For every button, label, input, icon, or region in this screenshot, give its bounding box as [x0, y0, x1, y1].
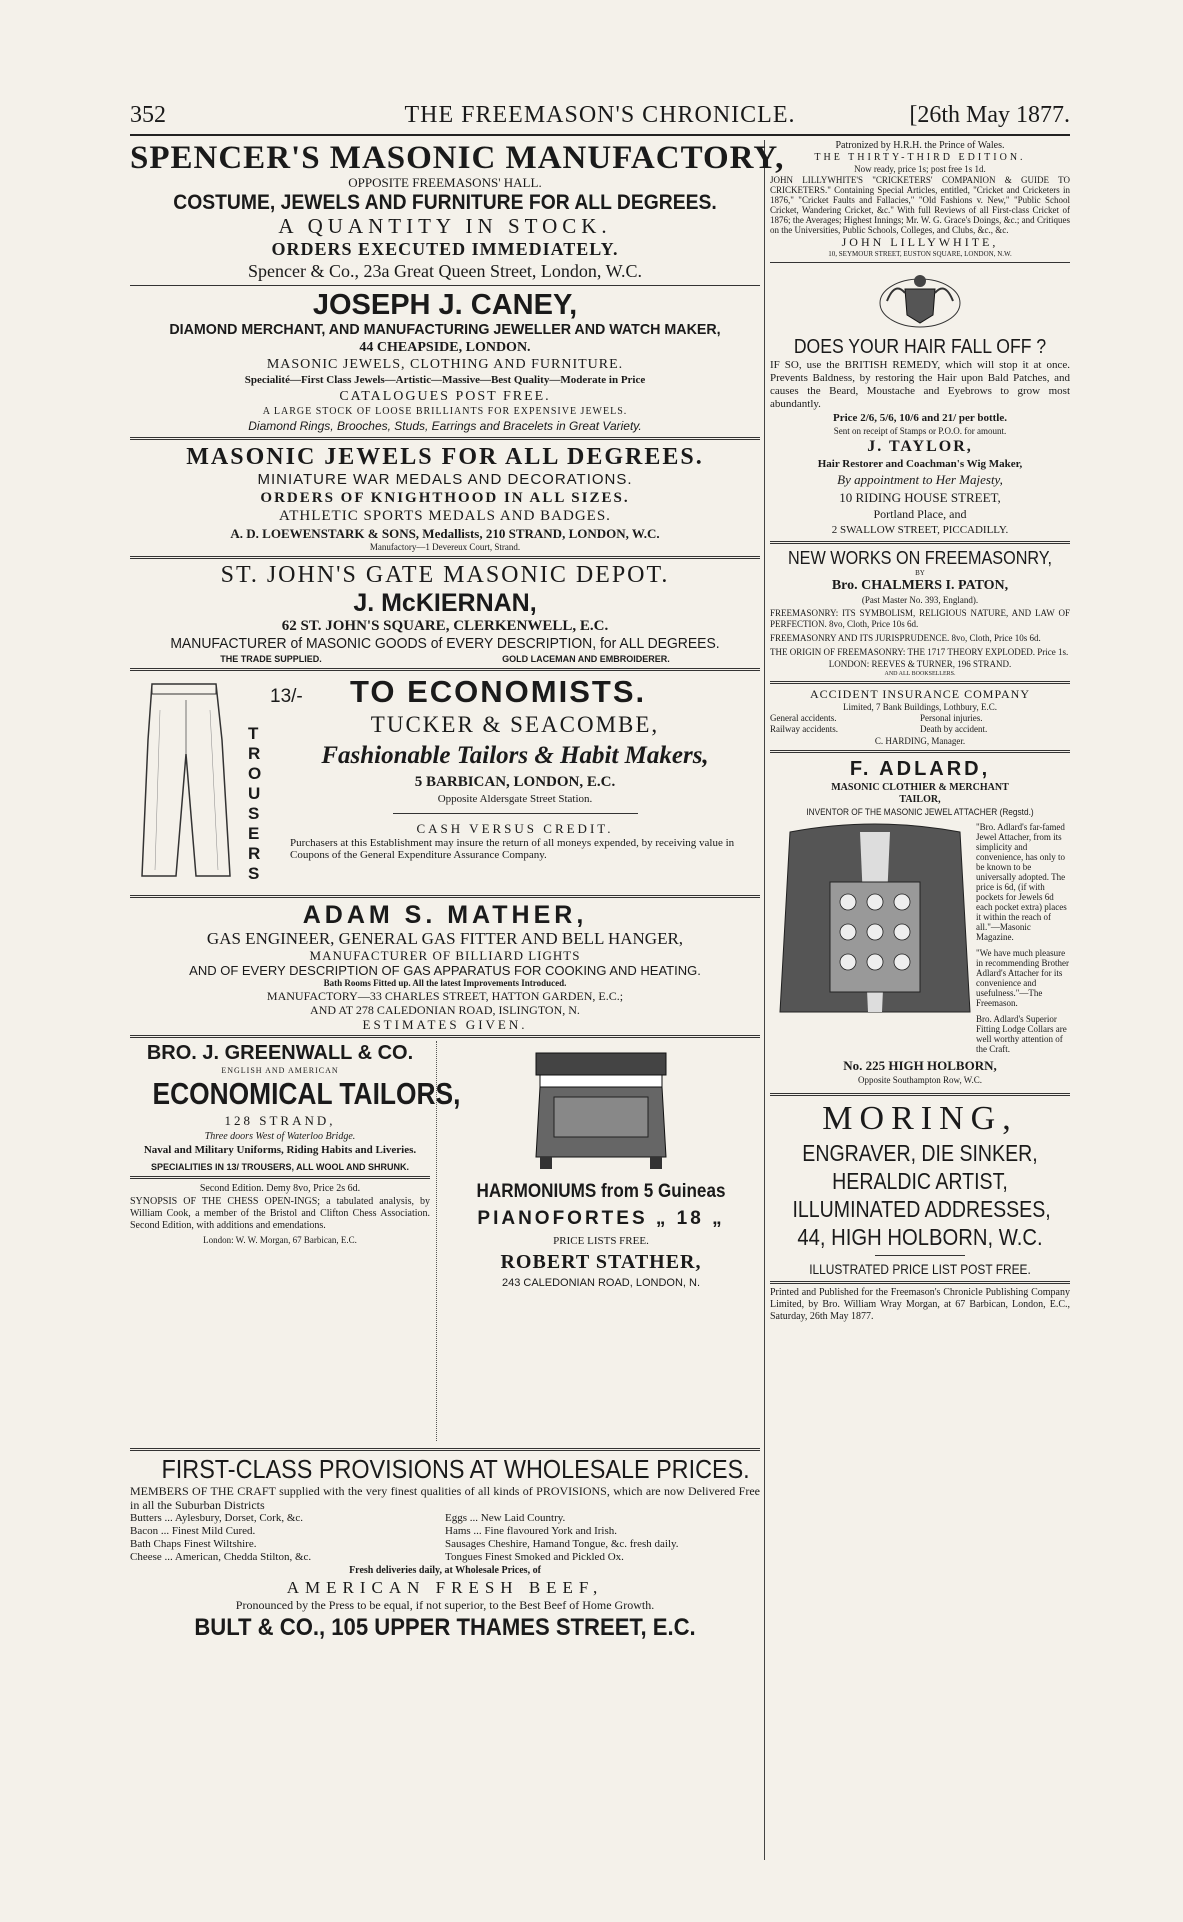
ad-tucker-seacombe — [130, 674, 760, 892]
ad-line: Opposite Aldersgate Street Station. — [437, 793, 593, 805]
column-divider — [436, 1041, 437, 1441]
ad-line: 44 CHEAPSIDE, LONDON. — [359, 340, 531, 355]
ad-line: 10, SEYMOUR STREET, EUSTON SQUARE, LONDON, N.W. — [828, 250, 1012, 258]
ad-line: Portland Place, and — [873, 507, 967, 521]
rule — [130, 895, 760, 898]
rule — [770, 681, 1070, 684]
ad-line: THE ORIGIN OF FREEMASONRY: THE 1717 THEORY EXPLODED. Price 1s. — [770, 647, 1069, 657]
ad-line: TUCKER & SEACOMBE, — [370, 712, 660, 737]
ad-line: PIANOFORTES „ 18 „ — [477, 1208, 725, 1229]
ad-title: FIRST-CLASS PROVISIONS AT WHOLESALE PRICES. — [161, 1454, 750, 1484]
provisions-item: Bacon ... Finest Mild Cured. — [130, 1525, 256, 1537]
ad-line: PRICE LISTS FREE. — [553, 1235, 649, 1247]
testimonial: Bro. Adlard's Superior Fitting Lodge Collars are well worthy attention of the Craft. — [976, 1014, 1067, 1054]
ad-line: Three doors West of Waterloo Bridge. — [204, 1131, 356, 1142]
ad-line: Limited, 7 Bank Buildings, Lothbury, E.C. — [843, 702, 997, 712]
ad-line: ATHLETIC SPORTS MEDALS AND BADGES. — [279, 508, 611, 524]
ad-line: AND OF EVERY DESCRIPTION OF GAS APPARATUS FOR COOKING AND HEATING. — [189, 963, 701, 978]
jewel-attacher-illustration — [770, 822, 980, 1012]
ad-line: MASONIC CLOTHIER & MERCHANT — [831, 782, 1009, 793]
ad-line: C. HARDING, Manager. — [874, 736, 966, 746]
page-number: 352 — [130, 102, 166, 128]
ad-title: F. ADLARD, — [849, 758, 991, 780]
ad-line: INVENTOR OF THE MASONIC JEWEL ATTACHER (Regstd.) — [806, 807, 1034, 817]
greenwall-column — [130, 1041, 461, 1248]
ad-mather — [130, 901, 760, 1032]
ad-lillywhite — [770, 140, 1070, 259]
ad-title: BRO. J. GREENWALL & CO. — [146, 1042, 414, 1064]
ad-title: MORING, — [822, 1100, 1018, 1137]
letter: T — [248, 724, 259, 743]
ad-line: ESTIMATES GIVEN. — [362, 1017, 528, 1032]
ad-adlard — [770, 756, 1070, 1090]
trousers-vertical-label — [248, 724, 272, 884]
ad-chess — [130, 1182, 430, 1248]
ad-line: Sent on receipt of Stamps or P.O.O. for amount. — [833, 426, 1007, 436]
ad-spencer — [130, 140, 785, 282]
ad-line: SPECIALITIES IN 13/ TROUSERS, ALL WOOL AND SHRUNK. — [150, 1162, 410, 1172]
ad-line: Pronounced by the Press to be equal, if not superior, to the Best Beef of Home Growth. — [235, 1598, 655, 1612]
ad-title: NEW WORKS ON FREEMASONRY, — [787, 548, 1053, 568]
ad-title: ADAM S. MATHER, — [302, 901, 588, 929]
provisions-item: Hams ... Fine flavoured York and Irish. — [445, 1525, 618, 1537]
ad-line: (Past Master No. 393, England). — [861, 595, 979, 605]
ad-line: Hair Restorer and Coachman's Wig Maker, — [817, 458, 1023, 470]
ad-title: ST. JOHN'S GATE MASONIC DEPOT. — [220, 562, 670, 588]
price-tag: 13/- — [270, 686, 303, 707]
ad-greenwall — [130, 1041, 461, 1173]
rule — [393, 813, 638, 814]
ad-line: Spencer & Co., 23a Great Queen Street, London, W.C. — [248, 261, 642, 281]
letter: E — [248, 824, 260, 843]
ad-line: BY — [915, 569, 925, 577]
provisions-item: Sausages Cheshire, Hamand Tongue, &c. fresh daily. — [445, 1538, 679, 1550]
cover-item: Railway accidents. — [770, 724, 838, 734]
ad-title: DOES YOUR HAIR FALL OFF ? — [793, 336, 1047, 358]
ad-line — [770, 713, 1070, 724]
rule — [770, 750, 1070, 753]
ad-line: MEMBERS OF THE CRAFT supplied with the very finest qualities of all kinds of PROVISIONS, which are now Delivered Free in all the Suburban Districts — [130, 1484, 760, 1512]
ad-line: J. McKIERNAN, — [353, 589, 537, 617]
cover-item: Death by accident. — [920, 724, 988, 734]
ad-line: IF SO, use the BRITISH REMEDY, which will stop it at once. Prevents Baldness, by restoring the Hair upon Bald Patches, and causes the Beard, Moustache and Eyebrows to grow most abundantly. — [770, 359, 1070, 410]
ad-caney — [130, 289, 760, 434]
ad-line: Fashionable Tailors & Habit Makers, — [321, 742, 709, 769]
rule — [130, 1035, 760, 1038]
letter: O — [248, 764, 262, 783]
ad-mckiernan — [130, 562, 760, 665]
ad-line: JOHN LILLYWHITE'S "CRICKETERS' COMPANION & GUIDE TO CRICKETERS." Containing Special Articles, entitled, "Cricket and Cricketers in 1876," "Cricket Faults and Fallacies," "Old Fashions v. New," "Public School Cricket, Wandering Cricket, &c." With full Reviews of all First-class Cricket of 1876; the Averages; Highest Innings; Mr. W. G. Grace's Doings, &c.; and Critiques on the Universities, Public Schools, Colleges, and Clubs, &c., &c. — [770, 175, 1070, 235]
ad-line: 2 SWALLOW STREET, PICCADILLY. — [831, 524, 1009, 536]
rule — [130, 556, 760, 559]
ad-line: ECONOMICAL TAILORS, — [152, 1076, 461, 1111]
ad-line: Bro. CHALMERS I. PATON, — [831, 578, 1009, 593]
provisions-col — [445, 1512, 760, 1564]
ad-line: SYNOPSIS OF THE CHESS OPEN-INGS; a tabulated analysis, by William Cook, a member of the Bristol and Clifton Chess Association. Second Edition, with additions and emendations. — [130, 1196, 430, 1231]
royal-arms-icon — [875, 271, 965, 331]
ad-line: London: W. W. Morgan, 67 Barbican, E.C. — [203, 1235, 357, 1245]
rule — [770, 1281, 1070, 1284]
ad-line: Naval and Military Uniforms, Riding Habits and Liveries. — [143, 1144, 417, 1156]
ad-line: TAILOR, — [899, 794, 941, 805]
provisions-item: Butters ... Aylesbury, Dorset, Cork, &c. — [130, 1512, 304, 1524]
ad-line: Specialité—First Class Jewels—Artistic—Massive—Best Quality—Moderate in Price — [244, 374, 646, 386]
ad-line: By appointment to Her Majesty, — [837, 472, 1003, 487]
harmonium-illustration — [526, 1045, 676, 1173]
ad-line: COSTUME, JEWELS AND FURNITURE FOR ALL DEGREES. — [173, 191, 717, 214]
ad-line: HARMONIUMS from 5 Guineas — [476, 1181, 726, 1202]
header-rule — [130, 134, 1070, 136]
ad-line: Diamond Rings, Brooches, Studs, Earrings and Bracelets in Great Variety. — [248, 419, 642, 433]
provisions-item: Tongues Finest Smoked and Pickled Ox. — [445, 1551, 624, 1563]
ad-paton — [770, 547, 1070, 678]
ad-taylor — [770, 335, 1070, 538]
trade-note: GOLD LACEMAN AND EMBROIDERER. — [502, 654, 670, 664]
ad-line: CASH VERSUS CREDIT. — [416, 821, 614, 836]
testimonial: "Bro. Adlard's far-famed Jewel Attacher, from its simplicity and convenience, has only to be known to be universally adopted. The price is 6d, (if with pockets for Jewels 6d each pocket extra) places it within the reach of all."—Masonic Magazine. — [976, 822, 1067, 942]
rule — [770, 541, 1070, 544]
ad-line: DIAMOND MERCHANT, AND MANUFACTURING JEWELLER AND WATCH MAKER, — [169, 321, 721, 338]
rule — [130, 668, 760, 671]
trade-note: THE TRADE SUPPLIED. — [220, 654, 322, 664]
ad-accident-insurance — [770, 687, 1070, 747]
ad-line: Manufactory—1 Devereux Court, Strand. — [369, 542, 521, 552]
provisions-item: Bath Chaps Finest Wiltshire. — [130, 1538, 257, 1550]
ad-title: TO ECONOMISTS. — [350, 674, 647, 709]
masthead-title: THE FREEMASON'S CHRONICLE. — [404, 102, 796, 128]
ad-title: SPENCER'S MASONIC MANUFACTORY, — [130, 140, 785, 176]
rule — [770, 1093, 1070, 1096]
page-header — [130, 102, 1070, 132]
ad-line: 10 RIDING HOUSE STREET, — [839, 490, 1001, 505]
ad-line: No. 225 HIGH HOLBORN, — [843, 1058, 997, 1073]
ad-line: AND ALL BOOKSELLERS. — [884, 671, 956, 677]
ad-line: A QUANTITY IN STOCK. — [278, 214, 612, 238]
letter: R — [248, 744, 261, 763]
ad-stather — [442, 1041, 760, 1291]
right-column — [770, 140, 1070, 1323]
issue-date: [26th May 1877. — [909, 102, 1070, 128]
ad-line: ILLUMINATED ADDRESSES, — [792, 1196, 1051, 1222]
letter: U — [248, 784, 261, 803]
provisions-col — [130, 1512, 445, 1564]
ad-line: GAS ENGINEER, GENERAL GAS FITTER AND BELL HANGER, — [206, 929, 684, 948]
rule — [130, 1448, 760, 1451]
ad-line: ORDERS OF KNIGHTHOOD IN ALL SIZES. — [260, 490, 630, 506]
letter: S — [248, 864, 260, 883]
ad-title: ACCIDENT INSURANCE COMPANY — [809, 687, 1031, 701]
ad-line: Opposite Southampton Row, W.C. — [858, 1075, 982, 1085]
ad-line: J. TAYLOR, — [867, 438, 973, 455]
trousers-illustration — [130, 680, 240, 880]
ad-line: Fresh deliveries daily, at Wholesale Prices, of — [349, 1565, 541, 1576]
ad-line: Bath Rooms Fitted up. All the latest Improvements Introduced. — [323, 978, 567, 988]
ad-line: FREEMASONRY: ITS SYMBOLISM, RELIGIOUS NATURE, AND LAW OF PERFECTION. 8vo, Cloth, Price 10s 6d. — [770, 608, 1070, 629]
ad-line: 128 STRAND, — [224, 1113, 336, 1128]
ad-line: ENGRAVER, DIE SINKER, — [802, 1140, 1038, 1166]
ad-line: A. D. LOEWENSTARK & SONS, Medallists, 210 STRAND, LONDON, W.C. — [230, 526, 660, 541]
ad-line — [770, 724, 1070, 735]
ad-line: MANUFACTORY—33 CHARLES STREET, HATTON GARDEN, E.C.; — [266, 989, 624, 1003]
ad-line: ROBERT STATHER, — [500, 1251, 702, 1273]
ad-line: ENGLISH AND AMERICAN — [221, 1066, 339, 1075]
testimonial: "We have much pleasure in recommending Brother Adlard's Attacher for its convenience and usefulness."—The Freemason. — [976, 948, 1069, 1008]
ad-line: THE THIRTY-THIRD EDITION. — [814, 152, 1026, 163]
adlard-figure-block — [770, 822, 1070, 1090]
adlard-testimonials — [976, 822, 1070, 1054]
ad-line: Patronized by H.R.H. the Prince of Wales. — [835, 140, 1005, 151]
ad-line: 5 BARBICAN, LONDON, E.C. — [414, 774, 616, 790]
ad-line: MANUFACTURER OF BILLIARD LIGHTS — [309, 948, 581, 963]
cover-item: General accidents. — [770, 713, 837, 723]
ad-line: Purchasers at this Establishment may insure the return of all moneys expended, by receiving value in Coupons of the General Expenditure Assurance Company. — [290, 837, 735, 861]
rule — [130, 1176, 430, 1179]
ad-line: A LARGE STOCK OF LOOSE BRILLIANTS FOR EXPENSIVE JEWELS. — [262, 406, 628, 417]
ad-line: BULT & CO., 105 UPPER THAMES STREET, E.C. — [194, 1614, 696, 1641]
ad-line: JOHN LILLYWHITE, — [841, 235, 999, 249]
ad-line: OPPOSITE FREEMASONS' HALL. — [348, 175, 542, 190]
ad-line — [130, 653, 760, 665]
printer-imprint: Printed and Published for the Freemason's Chronicle Publishing Company Limited, by Bro. William Wray Morgan, at 67 Barbican, London, E.C., Saturday, 26th May 1877. — [770, 1287, 1070, 1322]
ad-title: MASONIC JEWELS FOR ALL DEGREES. — [186, 444, 704, 470]
ad-line: 44, HIGH HOLBORN, W.C. — [797, 1224, 1043, 1250]
letter: S — [248, 804, 260, 823]
ad-title: JOSEPH J. CANEY, — [312, 289, 578, 321]
ad-line: Now ready, price 1s; post free 1s 1d. — [854, 164, 986, 174]
provisions-table — [130, 1512, 760, 1564]
column-divider — [764, 140, 765, 1860]
ad-loewenstark — [130, 443, 760, 553]
ad-line: MASONIC JEWELS, CLOTHING AND FURNITURE. — [266, 357, 624, 372]
ad-line: Price 2/6, 5/6, 10/6 and 21/ per bottle. — [833, 412, 1007, 424]
ad-line: ILLUSTRATED PRICE LIST POST FREE. — [809, 1261, 1031, 1277]
ad-line: LONDON: REEVES & TURNER, 196 STRAND. — [828, 659, 1012, 669]
ad-line: CATALOGUES POST FREE. — [339, 389, 551, 404]
ad-line: ORDERS EXECUTED IMMEDIATELY. — [271, 239, 619, 259]
ad-line: 243 CALEDONIAN ROAD, LONDON, N. — [501, 1277, 701, 1289]
provisions-item: Cheese ... American, Chedda Stilton, &c. — [130, 1551, 312, 1563]
letter: R — [248, 844, 261, 863]
ad-body — [270, 674, 760, 861]
left-column — [130, 140, 785, 1643]
rule — [770, 262, 1070, 263]
rule — [130, 437, 760, 440]
ad-line: AMERICAN FRESH BEEF, — [286, 1578, 604, 1597]
provisions-item: Eggs ... New Laid Country. — [445, 1512, 566, 1524]
rule — [875, 1255, 965, 1256]
cover-item: Personal injuries. — [920, 713, 983, 723]
ad-bult-provisions — [130, 1454, 760, 1643]
ad-line: Second Edition. Demy 8vo, Price 2s 6d. — [199, 1183, 361, 1194]
ad-line: MANUFACTURER of MASONIC GOODS of EVERY DESCRIPTION, for ALL DEGREES. — [170, 635, 720, 652]
ad-line: 62 ST. JOHN'S SQUARE, CLERKENWELL, E.C. — [281, 618, 609, 634]
rule — [130, 285, 760, 286]
ad-moring — [770, 1099, 1070, 1278]
ads-greenwall-stather — [130, 1041, 760, 1445]
ad-line: AND AT 278 CALEDONIAN ROAD, ISLINGTON, N. — [310, 1003, 580, 1017]
ad-line: MINIATURE WAR MEDALS AND DECORATIONS. — [257, 471, 633, 488]
ad-line: HERALDIC ARTIST, — [832, 1168, 1008, 1194]
ad-line: FREEMASONRY AND ITS JURISPRUDENCE. 8vo, Cloth, Price 10s 6d. — [770, 633, 1041, 643]
